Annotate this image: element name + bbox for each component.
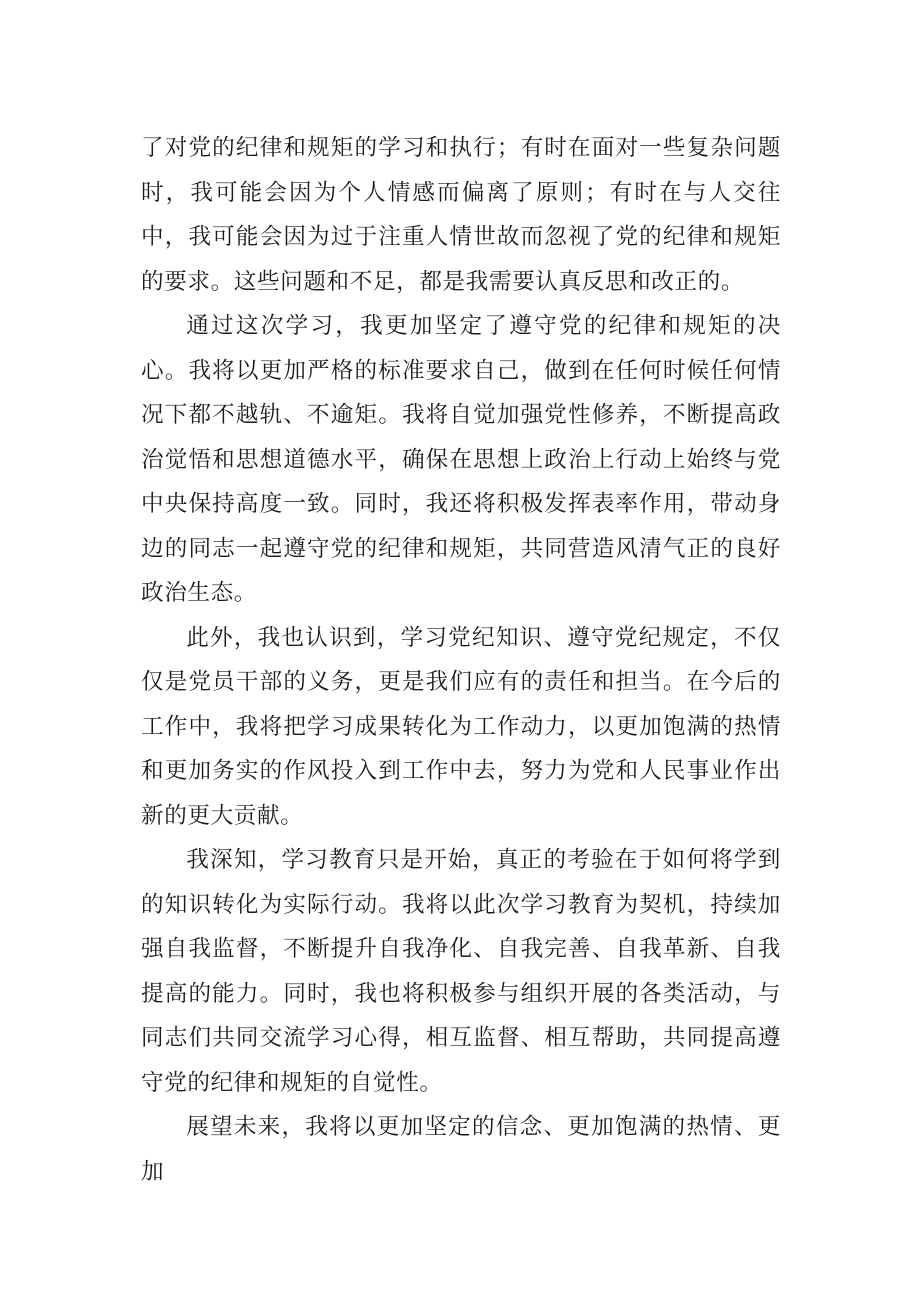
paragraph-continuation: 了对党的纪律和规矩的学习和执行；有时在面对一些复杂问题时，我可能会因为个人情感而偏离了原则；有时在与人交往中，我可能会因为过于注重人情世故而忽视了党的纪律和规矩的要求。这些问题和不足，都是我需要认真反思和改正的。 — [141, 135, 781, 295]
paragraph-responsibility: 此外，我也认识到，学习党纪知识、遵守党纪规定，不仅仅是党员干部的义务，更是我们应有的责任和担当。在今后的工作中，我将把学习成果转化为工作动力，以更加饱满的热情和更加务实的作风投入到工作中去，努力为党和人民事业作出新的更大贡献。 — [141, 624, 781, 829]
document-body — [141, 126, 781, 1194]
paragraph-outlook: 展望未来，我将以更加坚定的信念、更加饱满的热情、更加 — [141, 1114, 781, 1185]
paragraph-action: 我深知，学习教育只是开始，真正的考验在于如何将学到的知识转化为实际行动。我将以此次学习教育为契机，持续加强自我监督，不断提升自我净化、自我完善、自我革新、自我提高的能力。同时，我也将积极参与组织开展的各类活动，与同志们共同交流学习心得，相互监督、相互帮助，共同提高遵守党的纪律和规矩的自觉性。 — [141, 847, 781, 1096]
paragraph-resolve: 通过这次学习，我更加坚定了遵守党的纪律和规矩的决心。我将以更加严格的标准要求自己，做到在任何时候任何情况下都不越轨、不逾矩。我将自觉加强党性修养，不断提高政治觉悟和思想道德水平，确保在思想上政治上行动上始终与党中央保持高度一致。同时，我还将积极发挥表率作用，带动身边的同志一起遵守党的纪律和规矩，共同营造风清气正的良好政治生态。 — [141, 313, 781, 606]
